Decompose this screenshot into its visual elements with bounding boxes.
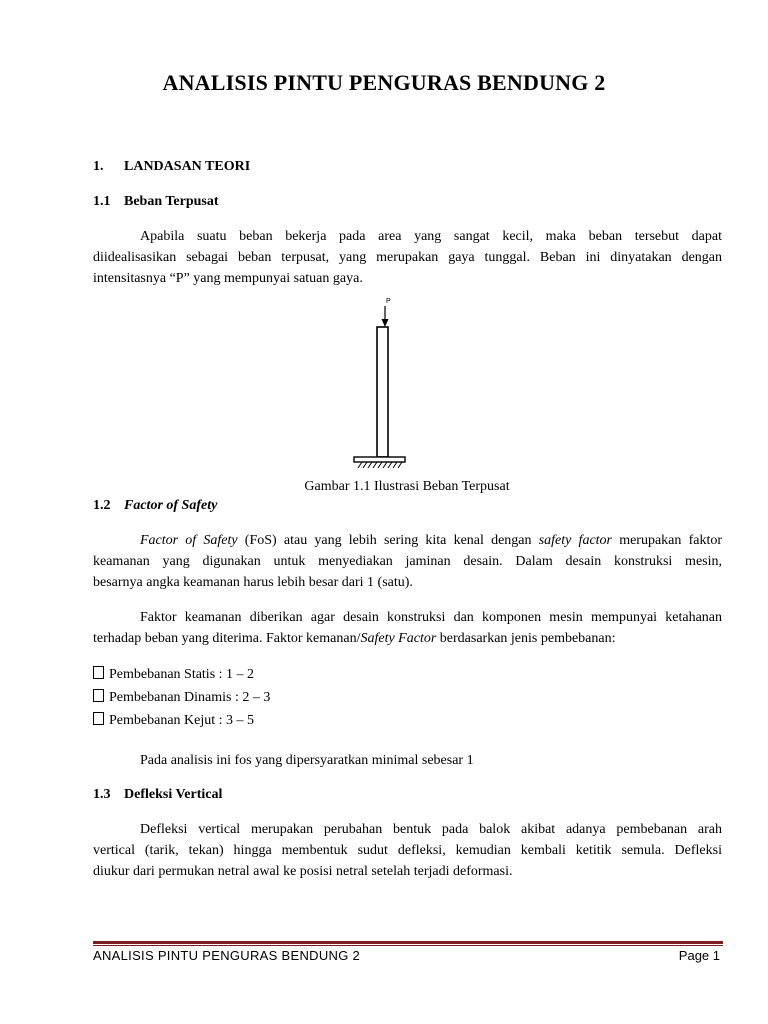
subsection-number: 1.3	[93, 787, 111, 802]
list-item	[93, 712, 254, 729]
bullet-box-icon	[93, 689, 104, 702]
section-title: LANDASAN TEORI	[124, 159, 251, 174]
paragraph-line	[93, 628, 722, 649]
paragraph-line: vertical (tarik, tekan) hingga membentuk sudut defleksi, kemudian kembali ketitik semula. Defleksi	[93, 843, 722, 858]
ground-hatch	[358, 462, 402, 468]
footer-rule-thick	[93, 941, 723, 944]
subsection-heading-1-2	[93, 498, 217, 514]
document-title: ANALISIS PINTU PENGURAS BENDUNG 2	[162, 70, 606, 95]
section-heading-1	[93, 159, 250, 175]
subsection-number: 1.1	[93, 194, 111, 209]
subsection-number: 1.2	[93, 498, 111, 513]
list-item-text: Pembebanan Kejut : 3 – 5	[109, 713, 255, 728]
footer-rule-thin	[93, 945, 723, 946]
paragraph-line: Faktor keamanan diberikan agar desain konstruksi dan komponen mesin mempunyai ketahanan	[140, 610, 722, 625]
paragraph-factor-of-safety-2	[93, 607, 722, 649]
figure-caption: Gambar 1.1 Ilustrasi Beban Terpusat	[304, 479, 510, 494]
section-number: 1.	[93, 159, 104, 174]
text-run: berdasarkan jenis pembebanan:	[436, 631, 616, 646]
paragraph-defleksi-vertical	[93, 819, 722, 882]
subsection-title: Beban Terpusat	[124, 194, 219, 209]
footer-title: ANALISIS PINTU PENGURAS BENDUNG 2	[93, 948, 361, 963]
column-load-figure	[350, 296, 410, 468]
paragraph-fos-note	[93, 750, 722, 771]
paragraph-line: besarnya angka keamanan harus lebih besar dari 1 (satu).	[93, 575, 413, 590]
paragraph-beban-terpusat	[93, 226, 722, 289]
bullet-box-icon	[93, 666, 104, 679]
term-factor-of-safety: Factor of Safety	[140, 533, 238, 548]
paragraph-line	[93, 530, 722, 551]
paragraph-line: diukur dari permukan netral awal ke posisi netral setelah terjadi deformasi.	[93, 864, 513, 879]
load-label-p: P	[386, 298, 391, 305]
list-item-text: Pembebanan Statis : 1 – 2	[109, 667, 255, 682]
subsection-heading-1-1	[93, 194, 219, 210]
base-plate	[354, 457, 405, 462]
subsection-title: Factor of Safety	[124, 498, 218, 513]
paragraph-line: diidealisasikan sebagai beban terpusat, yang merupakan gaya tunggal. Beban ini dinyatakan dengan	[93, 250, 722, 265]
bullet-box-icon	[93, 712, 104, 725]
term-safety-factor: safety factor	[538, 533, 612, 548]
list-item	[93, 666, 254, 683]
page-number: Page 1	[678, 948, 720, 963]
term-safety-factor: Safety Factor	[360, 631, 437, 646]
column-shape	[377, 327, 388, 457]
paragraph-factor-of-safety-1	[93, 530, 722, 593]
subsection-title: Defleksi Vertical	[124, 787, 223, 802]
list-item-text: Pembebanan Dinamis : 2 – 3	[109, 690, 271, 705]
paragraph-line: Pada analisis ini fos yang dipersyaratkan minimal sebesar 1	[140, 753, 474, 768]
subsection-heading-1-3	[93, 787, 222, 803]
paragraph-line: Defleksi vertical merupakan perubahan bentuk pada balok akibat adanya pembebanan arah	[140, 822, 722, 837]
list-item	[93, 689, 270, 706]
text-run: terhadap beban yang diterima. Faktor kemanan/	[93, 631, 361, 646]
paragraph-line: intensitasnya “P” yang mempunyai satuan gaya.	[93, 271, 363, 286]
text-run: merupakan faktor	[612, 533, 723, 548]
paragraph-line: Apabila suatu beban bekerja pada area yang sangat kecil, maka beban tersebut dapat	[140, 229, 722, 244]
load-arrow-icon	[382, 319, 389, 327]
text-run: (FoS) atau yang lebih sering kita kenal dengan	[237, 533, 539, 548]
paragraph-line: keamanan yang digunakan untuk menyediakan jaminan desain. Dalam desain konstruksi mesin,	[93, 554, 722, 569]
